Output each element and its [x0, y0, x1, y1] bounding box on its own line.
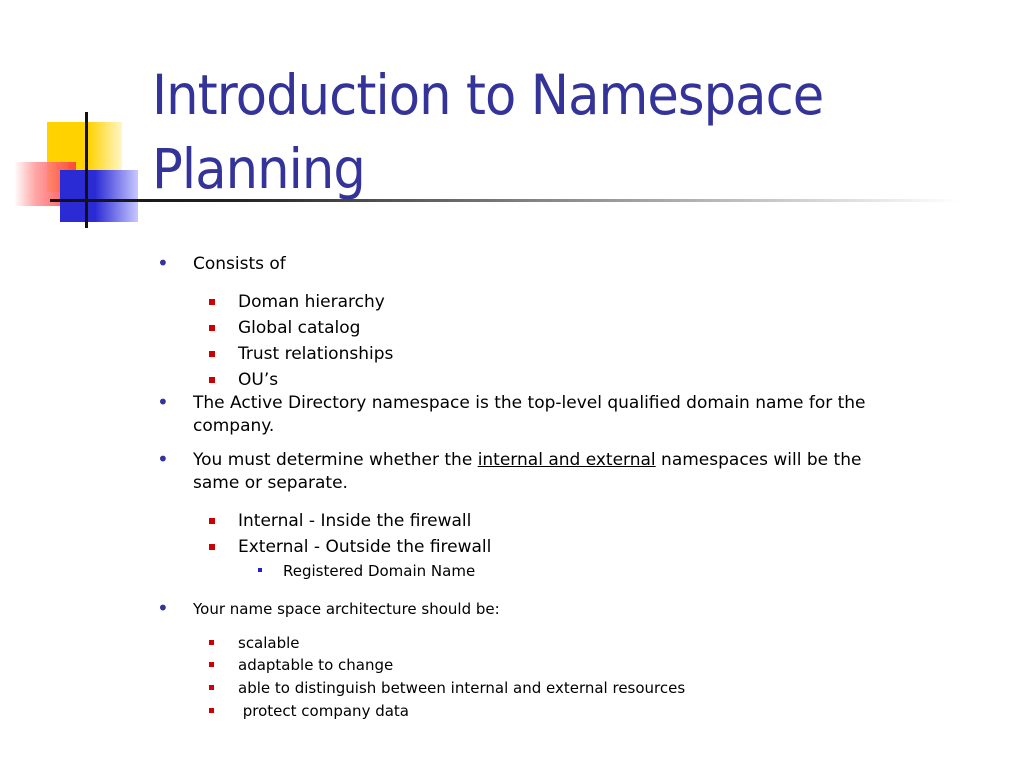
sub-bullet	[238, 289, 385, 315]
sub-bullet-text: able to distinguish between internal and external resources	[238, 679, 686, 697]
sub-bullet-text: Trust relationships	[238, 344, 394, 364]
sub-bullet-text: External - Outside the firewall	[238, 537, 492, 557]
round-bullet-icon: •	[157, 447, 169, 471]
sub-bullet-text: scalable	[238, 634, 300, 652]
sub-bullet	[238, 367, 278, 393]
sub-sub-bullet	[283, 560, 475, 582]
sub-bullet-text: protect company data	[238, 702, 409, 720]
bullet-text-pre: You must determine whether the	[193, 450, 478, 470]
sub-sub-bullet-text: Registered Domain Name	[283, 562, 476, 580]
sub-bullet	[238, 654, 393, 677]
sub-bullet-text: Internal - Inside the firewall	[238, 511, 472, 531]
small-square-bullet-icon	[258, 568, 262, 572]
sub-bullet-text: Global catalog	[238, 318, 361, 338]
round-bullet-icon: •	[157, 596, 169, 620]
square-bullet-icon	[209, 708, 214, 713]
round-bullet-icon: •	[157, 251, 169, 275]
bullet-ad-namespace	[157, 390, 913, 438]
bullet-architecture	[157, 596, 913, 621]
bullet-text: Consists of	[193, 254, 286, 274]
sub-bullet	[238, 677, 685, 700]
sub-bullet-text: Doman hierarchy	[238, 292, 385, 312]
square-bullet-icon	[209, 544, 215, 550]
sub-bullet	[238, 508, 471, 534]
square-bullet-icon	[209, 518, 215, 524]
sub-bullet	[238, 341, 393, 367]
square-bullet-icon	[209, 325, 215, 331]
sub-bullet	[238, 315, 360, 341]
square-bullet-icon	[209, 662, 214, 667]
title-line-1: Introduction to Namespace	[152, 63, 824, 127]
sub-bullet-text: OU’s	[238, 370, 279, 390]
square-bullet-icon	[209, 377, 215, 383]
bullet-text-post: namespaces will be the same or separate.	[193, 450, 862, 493]
square-bullet-icon	[209, 685, 214, 690]
bullet-text: Your name space architecture should be:	[193, 600, 500, 618]
title-line-2: Planning	[152, 137, 365, 201]
square-bullet-icon	[209, 640, 214, 645]
internal-external-link[interactable]: internal and external	[477, 450, 656, 470]
square-bullet-icon	[209, 299, 215, 305]
bullet-text: The Active Directory namespace is the top-level qualified domain name for the company.	[193, 393, 866, 436]
round-bullet-icon: •	[157, 390, 169, 414]
bullet-consists	[157, 251, 913, 276]
sub-bullet-text: adaptable to change	[238, 656, 394, 674]
sub-bullet	[238, 700, 409, 723]
sub-bullet	[238, 632, 300, 655]
sub-bullet	[238, 534, 491, 560]
bullet-determine	[157, 447, 913, 495]
square-bullet-icon	[209, 351, 215, 357]
